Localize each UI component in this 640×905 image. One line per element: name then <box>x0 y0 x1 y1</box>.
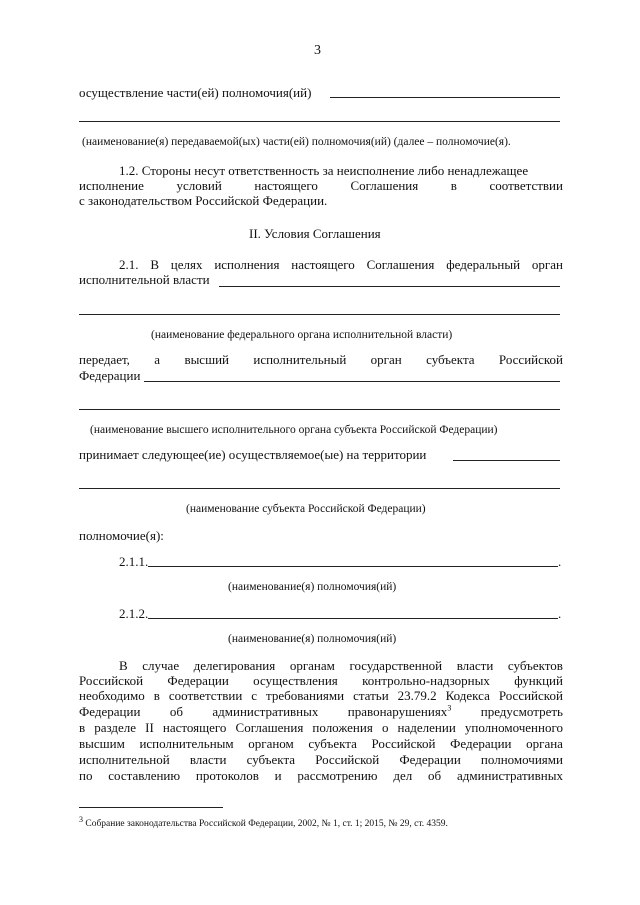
p21-line4: Федерации <box>79 368 141 383</box>
p21-line6: полномочие(я): <box>79 528 164 543</box>
footnote-mark: 3 <box>79 814 83 824</box>
word: Соглашения <box>350 178 419 193</box>
word: субъектов <box>507 658 563 673</box>
word: исполнения <box>214 257 280 272</box>
word: субъекта <box>426 352 475 367</box>
page-number: 3 <box>314 43 321 58</box>
item-end: . <box>558 606 562 621</box>
word: полномочиями <box>480 752 563 767</box>
word: административных <box>212 704 319 719</box>
caption-subject-body: (наименование высшего исполнительного органа субъекта Российской Федерации) <box>90 424 498 436</box>
word: осуществления <box>253 673 338 688</box>
word: случае <box>142 658 180 673</box>
word: дел <box>393 768 413 783</box>
intro-text: осуществление части(ей) полномочия(ий) <box>79 85 312 100</box>
word: соответствии <box>168 688 243 703</box>
word: 2.1. <box>119 257 139 272</box>
p12-line2 <box>79 178 563 193</box>
caption-subject: (наименование субъекта Российской Федерации) <box>186 503 426 515</box>
p21-line1 <box>119 257 563 272</box>
word: органом <box>248 736 294 751</box>
delegation-line5 <box>79 720 563 735</box>
word: государственной <box>349 658 443 673</box>
section-heading: II. Условия Соглашения <box>249 226 381 241</box>
p12-line1: 1.2. Стороны несут ответственность за неисполнение либо ненадлежащее <box>119 163 529 178</box>
word: II <box>145 720 154 735</box>
word: о <box>381 720 389 735</box>
item-number: 2.1.1. <box>119 554 149 569</box>
word: об <box>428 768 442 783</box>
word: исполнительный <box>253 352 347 367</box>
item-number: 2.1.2. <box>119 606 149 621</box>
word: функций <box>514 673 563 688</box>
word: в <box>153 688 160 703</box>
word: положения <box>312 720 373 735</box>
word: Российской <box>371 736 436 751</box>
word: субъекта <box>246 752 296 767</box>
word: протоколов <box>195 768 259 783</box>
fill-line <box>79 314 560 315</box>
word: федеральный <box>446 257 521 272</box>
word: необходимо <box>79 688 145 703</box>
word: уполномоченного <box>464 720 563 735</box>
word: орган <box>531 257 563 272</box>
word: передает, <box>79 352 130 367</box>
word: 23.79.2 <box>397 688 437 703</box>
p21-line5: принимает следующее(ие) осуществляемое(ые) на территории <box>79 447 427 462</box>
delegation-line1 <box>119 658 563 673</box>
footnote-separator <box>79 807 223 808</box>
word: целях <box>170 257 203 272</box>
delegation-line6 <box>79 736 563 751</box>
delegation-line7 <box>79 752 563 767</box>
word: субъекта <box>308 736 357 751</box>
item-caption: (наименование(я) полномочия(ий) <box>228 633 397 645</box>
delegation-line3 <box>79 688 563 703</box>
word: высший <box>184 352 230 367</box>
word: Соглашения <box>366 257 435 272</box>
word: Российской <box>315 752 380 767</box>
word: Федерации <box>399 752 461 767</box>
fill-line <box>79 121 560 122</box>
word: Федерации <box>167 673 229 688</box>
footnote-ref: 3 <box>447 703 452 713</box>
word: об <box>169 704 183 719</box>
p21-line3 <box>79 352 563 367</box>
word: органа <box>526 736 563 751</box>
fill-line <box>148 566 558 567</box>
delegation-line8 <box>79 768 563 783</box>
word: Федерации <box>450 736 512 751</box>
caption-federal-body: (наименование федерального органа исполнительной власти) <box>151 329 453 341</box>
intro-caption: (наименование(я) передаваемой(ых) части(ей) полномочия(ий) (далее – полномочие(я). <box>82 136 511 148</box>
word: настоящего <box>162 720 227 735</box>
word: настоящего <box>254 178 318 193</box>
word: власти <box>456 658 494 673</box>
fill-line <box>79 488 560 489</box>
word: с <box>251 688 258 703</box>
word-with-footnote <box>348 704 452 719</box>
word: административных <box>456 768 563 783</box>
word: предусмотреть <box>480 704 563 719</box>
word: Российской <box>498 688 563 703</box>
footnote-text: Собрание законодательства Российской Федерации, 2002, № 1, ст. 1; 2015, № 29, ст. 4359. <box>85 819 448 829</box>
item-end: . <box>558 554 562 569</box>
word: исполнение <box>79 178 144 193</box>
word: разделе <box>94 720 137 735</box>
word: высшим <box>79 736 125 751</box>
footnote <box>79 814 448 830</box>
word: Соглашения <box>235 720 304 735</box>
word: Федерации <box>79 704 141 719</box>
word: делегирования <box>193 658 276 673</box>
word: исполнительной <box>79 752 170 767</box>
fill-line <box>330 97 560 98</box>
fill-line <box>79 409 560 410</box>
word: условий <box>176 178 222 193</box>
fill-line <box>219 286 560 287</box>
word: требованиями <box>266 688 345 703</box>
fill-line <box>144 381 560 382</box>
delegation-line4 <box>79 704 563 719</box>
word: по <box>79 768 93 783</box>
word: Кодекса <box>445 688 490 703</box>
word: а <box>154 352 161 367</box>
word: В <box>150 257 159 272</box>
word: в <box>79 720 86 735</box>
word: статьи <box>353 688 389 703</box>
word: исполнительным <box>139 736 234 751</box>
word: Российской <box>79 673 144 688</box>
fill-line <box>148 618 558 619</box>
word: настоящего <box>291 257 355 272</box>
word: власти <box>189 752 227 767</box>
fill-line <box>453 460 560 461</box>
word: составлению <box>108 768 181 783</box>
word: в <box>450 178 457 193</box>
word: соответствии <box>489 178 563 193</box>
word: контрольно-надзорных <box>362 673 490 688</box>
p12-line3: с законодательством Российской Федерации. <box>79 193 328 208</box>
word: Российской <box>498 352 563 367</box>
word: и <box>274 768 282 783</box>
word: наделении <box>397 720 456 735</box>
word: органам <box>289 658 335 673</box>
word: орган <box>370 352 402 367</box>
word: правонарушениях <box>347 704 448 719</box>
word: В <box>119 658 128 673</box>
p21-line2: исполнительной власти <box>79 272 210 287</box>
word: рассмотрению <box>297 768 378 783</box>
item-caption: (наименование(я) полномочия(ий) <box>228 581 397 593</box>
delegation-line2 <box>79 673 563 688</box>
